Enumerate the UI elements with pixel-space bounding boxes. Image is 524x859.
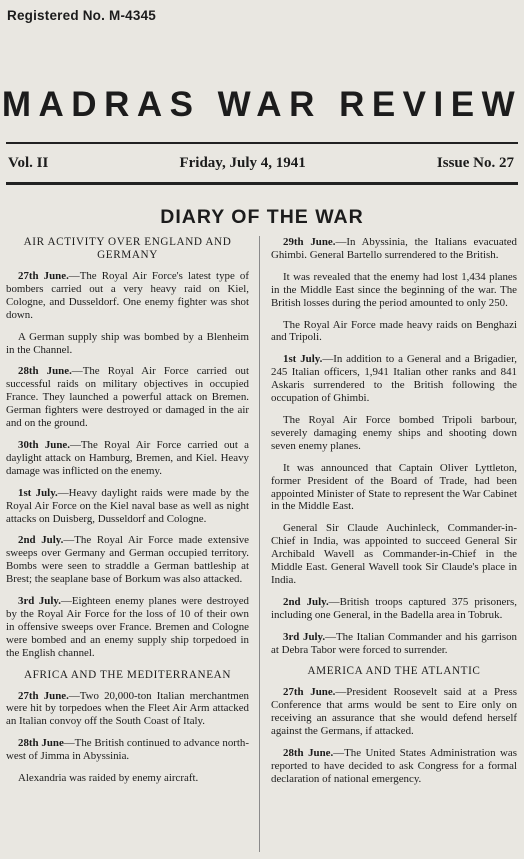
diary-entry [6,772,249,785]
entry-date: 27th June. [18,270,69,282]
registration-number: Registered No. M-4345 [7,8,156,23]
diary-entry [6,270,249,322]
issue-rule [6,182,518,185]
section-heading: AIR ACTIVITY OVER ENGLAND AND GERMANY [23,236,232,261]
entry-date: 30th June. [18,438,70,451]
diary-entry [271,686,517,738]
entry-text: —Two 20,000-ton Italian merchantmen were hit by torpedoes when the Fleet Air Arm attacked an Italian convoy off the South Coast of Italy. [6,689,249,728]
issue-number: Issue No. 27 [436,155,514,171]
diary-entry [6,737,249,763]
entry-date: 3rd July. [18,595,61,608]
entry-date: 2nd July. [18,534,64,547]
section-entries [271,236,517,656]
entry-text: The Royal Air Force made heavy raids on Benghazi and Tripoli. [271,318,517,344]
entry-text: —In Abyssinia, the Italians evacuated Ghimbi. General Bartello surrendered to the British. [271,236,517,261]
diary-entry [271,353,517,405]
entry-text: —President Roosevelt said at a Press Conference that arms would be sent to Eire only on receiving an assurance that she would defend herself against the Germans, if attacked. [271,686,517,738]
entry-date: 28th June. [18,365,72,378]
entry-text: —In addition to a General and a Brigadier, 245 Italian officers, 1,941 Italian other ranks and 841 Askaris surrendered to the British following the occupation of Ghimbi. [271,353,517,405]
diary-entry [6,534,249,586]
entry-text: It was announced that Captain Oliver Lyttleton, former President of the Board of Trade, had been appointed Minister of State to represent the War Cabinet in the Middle East. [271,461,517,513]
diary-entry [271,414,517,453]
diary-entry [271,522,517,587]
section-entries [6,270,249,660]
column-divider [259,236,260,852]
entry-text: General Sir Claude Auchinleck, Commander-in-Chief in India, was appointed to succeed General Sir Archibald Wavell as Commander-in-Chief in the Middle East. General Wavell took Sir Claude's place in India. [271,522,517,586]
entry-text: —Eighteen enemy planes were destroyed by the Royal Air Force for the loss of 10 of their own in offensive sweeps over France. Bremen and Cologne were bombed and an enemy supply ship torpedoed in the English channel. [6,595,249,659]
diary-entry [6,487,249,526]
entry-text: —The Royal Air Force carried out a daylight attack on Hamburg, Bremen, and Kiel. Heavy damage was inflicted on the enemy. [6,438,249,477]
issue-line [8,155,514,172]
entry-text: It was revealed that the enemy had lost 1,434 planes in the Middle East since the beginning of the war. The British losses during the period amounted to only 250. [271,270,517,309]
diary-entry [6,439,249,478]
diary-entry [271,631,517,657]
entry-text: Alexandria was raided by enemy aircraft. [18,772,199,785]
section-heading: AMERICA AND THE ATLANTIC [307,665,481,678]
diary-entry [6,365,249,430]
entry-date: 3rd July. [283,630,326,643]
diary-entry [271,747,517,786]
entry-date: 1st July. [283,353,323,366]
diary-entry [271,319,517,345]
diary-entry [6,331,249,357]
entry-text: —Heavy daylight raids were made by the Royal Air Force on the Kiel naval base as well as night attacks on Duisberg, Dusseldorf and Cologne. [6,486,249,525]
diary-entry [271,236,517,262]
entry-text: —The Royal Air Force carried out successful raids on military objectives in occupied France. They launched a powerful attack on Bremen. German fighters were destroyed or damaged in the air and on the ground. [6,365,249,430]
volume-label: Vol. II [8,155,49,171]
section-entries [271,686,517,785]
diary-entry [6,595,249,660]
left-column [6,236,249,794]
entry-date: 27th June. [283,686,336,699]
entry-date: 29th June. [283,236,336,248]
entry-text: —The Royal Air Force's latest type of bombers carried out a very heavy raid on Kiel, Cologne, and Dusseldorf. One enemy fighter was shot down. [6,270,249,321]
masthead-title: MADRAS WAR REVIEW [1,85,523,124]
entry-date: 1st July. [18,486,58,499]
issue-date: Friday, July 4, 1941 [179,155,306,171]
diary-entry [271,596,517,622]
entry-text: —British troops captured 375 prisoners, including one General, in the Badella area in Tobruk. [271,595,517,621]
masthead-rule [6,142,518,144]
entry-date: 27th June. [18,689,69,702]
page-headline: DIARY OF THE WAR [160,206,364,228]
entry-text: —The Italian Commander and his garrison at Debra Tabor were forced to surrender. [271,630,517,656]
entry-text: A German supply ship was bombed by a Blenheim in the Channel. [6,330,249,356]
entry-date: 28th June [18,737,64,750]
diary-entry [271,462,517,514]
entry-text: —The Royal Air Force made extensive sweeps over Germany and German occupied territory. Bombs were seen to straddle a German battleship at Brest; the seaplane base of Borkum was also attacked. [6,534,249,586]
diary-entry [271,271,517,310]
entry-date: 2nd July. [283,595,329,608]
entry-text: —The British continued to advance north-west of Jimma in Abyssinia. [6,737,249,763]
section-heading: AFRICA AND THE MEDITERRANEAN [23,668,232,681]
diary-entry [6,690,249,729]
entry-text: —The United States Administration was reported to have decided to ask Congress for a formal declaration of national emergency. [271,747,517,785]
entry-date: 28th June. [283,747,334,760]
section-entries [6,690,249,785]
right-column [271,236,517,795]
entry-text: The Royal Air Force bombed Tripoli barbour, severely damaging enemy ships and shooting down seven enemy planes. [271,413,517,452]
